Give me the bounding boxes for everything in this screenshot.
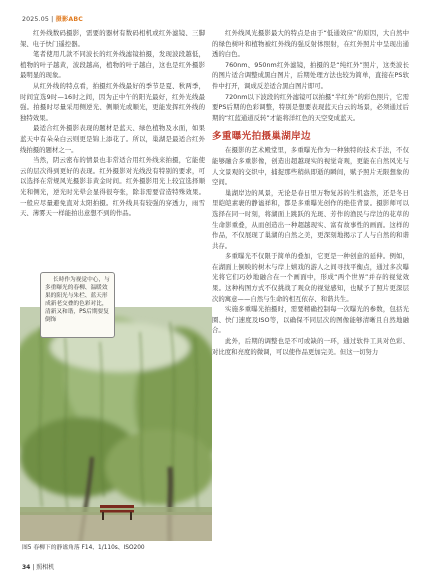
column-name: 摄影ABC	[55, 16, 84, 23]
right-text-column	[212, 28, 409, 357]
paragraph: 红外线数码摄影，需要的器材有数码相机或红外滤镜、三脚架、电子快门遥控器。	[20, 29, 205, 48]
photo-caption: 图5 春柳下的静谧角落 F14、1/110s、ISO200	[20, 541, 212, 555]
paragraph: 红外线风光摄影最大的特点是由于“低通效应”的原因，大自然中的绿色树叶和植物被红外线的强反射体照射，在红外照片中呈现出通透的白色。	[212, 29, 409, 59]
page-number: 34	[22, 564, 31, 571]
paragraph: 此外，后期的调整也是不可或缺的一环，通过软件工具对色彩、对比度和亮度的微调，可以使作品更加完美。但这一切努力	[212, 337, 409, 356]
paragraph: 笔者使用几款不同波长的红外线滤镜拍摄，发现波段越低，植物的叶子越黄，波段越高，植物的叶子越白，这也是红外摄影最明显的现象。	[20, 50, 205, 80]
left-text-column	[20, 28, 205, 219]
magazine-name: 照相机	[36, 564, 55, 571]
paragraph: 最适合红外摄影表现的题材是蓝天、绿色植物及水面，如果蓝天中有朵朵白云则更是锦上添花了。所以，巢湖是最适合红外线拍摄的题材之一。	[20, 124, 205, 154]
paragraph: 在摄影的艺术殿堂里，多重曝光作为一种独特的技术手法，不仅能够融合多重影像，创造出超越现实的视觉奇观，更能在自然风光与人文景观的交织中，捕捉那些稍纵即逝的瞬间，赋予照片无限想象的空间。	[212, 146, 409, 187]
page-header	[22, 14, 83, 23]
issue-date: 2025.05	[22, 16, 49, 23]
paragraph: 720nm以下波段的红外滤镜可以拍摄“半红外”的彩色照片，它需要PS后期的色彩调整，特别是想要表现蓝天白云的场景，必须通过后期的“红蓝通道反转”才能将洋红色的天空变成蓝天。	[212, 92, 409, 122]
paragraph: 巢湖岸边的风景，无论是春日里万物复苏的生机盎然，还是冬日里皑皑素裹的静谧祥和，都是多重曝光创作的绝佳背景。摄影师可以选择在同一时刻，将湖面上跳跃的光斑、芳作的渔民与岸边的花草的生命影重叠，从而创造出一种超越现实、富有故事性的画面。这样的作品，不仅展现了巢湖的自然之美，更深刻地揭示了人与自然的和谐共存。	[212, 188, 409, 250]
paragraph: 多重曝光不仅限于简单的叠加，它更是一种创意的延伸。例如，在湖面上倒映的树木与岸上嬉戏的游人之间寻找平衡点，通过多次曝光将它们巧妙地融合在一个画面中，形成“两个世界”并存的视觉效果。这种构图方式不仅挑战了观众的视觉感知，也赋予了照片更深层次的寓意——自然与生命的相互依存、和谐共生。	[212, 252, 409, 303]
paragraph: 760nm、950nm红外滤镜，拍摄的是“纯红外”照片，这类波长的图片适合调整成黑白图片，后期处理方法也较为简单，直接在PS软件中打开，调成反差适合黑白图片即可。	[212, 60, 409, 90]
willow-photo	[20, 307, 212, 546]
header-separator: |	[49, 16, 56, 23]
section-title: 多重曝光拍摄巢湖岸边	[212, 131, 311, 143]
footer-separator: |	[30, 564, 37, 571]
photo-illustration	[20, 307, 212, 546]
page-footer	[22, 562, 54, 571]
paragraph: 实施多重曝光拍摄时，需要精确控制每一次曝光的参数，包括光圈、快门速度及ISO等，以确保不同层次的图像能够清晰且自然地融合。	[212, 305, 409, 335]
annotation-callout: 长時作为视觉中心，与多重曝光的春柳、温暖效果的阳光与朱栏、蓝天形成新老交叠的色彩对比，清新又和谐，PS后期要复倒饰	[40, 272, 115, 338]
paragraph: 当然，阴云密布的情景也非常适合用红外线来拍摄，它能使云的层次得到更好的表现。红外摄影对光线没有特别的要求，可以选择在常规风光摄影非黄金时间。红外摄影用光上较宜选择顺光和侧光，逆光时光晕会显得很夸张，除非需要营造特殊效果。一般应尽量避免直对太阳拍摄。红外线具有较强的穿透力，雨雪天、薄雾天一样能拍出意想不到的作品。	[20, 156, 205, 218]
paragraph: 从红外线的特点看，拍摄红外线最好的季节是夏、秋两季，时间宜选9时—16时之间，因为正中午的阳光最好，红外光线最强。拍摄时尽量采用侧逆光、侧顺光或顺光，更能发挥红外线的独特效果。	[20, 81, 205, 122]
